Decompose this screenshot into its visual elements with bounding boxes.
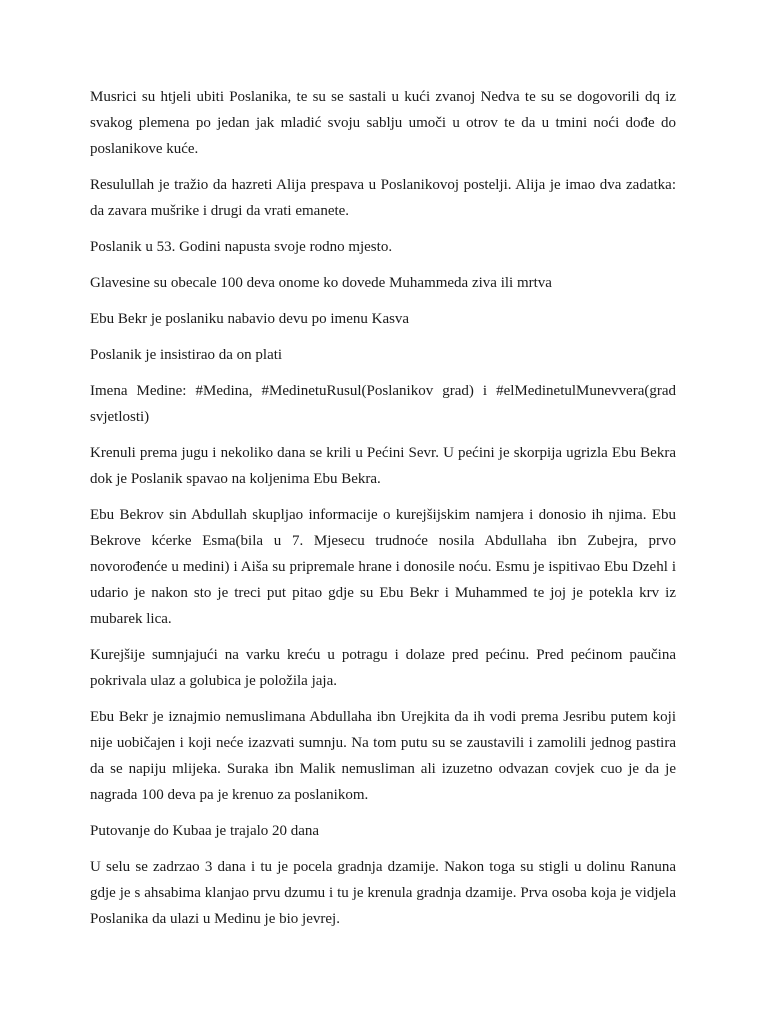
paragraph: Poslanik je insistirao da on plati	[90, 347, 283, 363]
paragraph: U selu se zadrzao 3 dana i tu je pocela gradnja dzamije. Nakon toga su stigli u dolinu Ranuna gdje je s ahsabima klanjao prvu dzumu i tu je krenula gradnja dzamije. Prva osoba koja je vidjela Poslanika da ulazi u Medinu je bio jevrej.	[90, 859, 676, 927]
paragraph: Musrici su htjeli ubiti Poslanika, te su se sastali u kući zvanoj Nedva te su se dogovorili dq iz svakog plemena po jedan jak mladić svoju sablju umoči u otrov te da u tmini noći dođe do poslanikove kuće.	[90, 89, 676, 157]
paragraph: Resulullah je tražio da hazreti Alija prespava u Poslanikovoj postelji. Alija je imao dva zadatka: da zavara mušrike i drugi da vrati emanete.	[90, 177, 676, 219]
paragraph: Krenuli prema jugu i nekoliko dana se krili u Pećini Sevr. U pećini je skorpija ugrizla Ebu Bekra dok je Poslanik spavao na koljenima Ebu Bekra.	[90, 445, 676, 487]
paragraph: Poslanik u 53. Godini napusta svoje rodno mjesto.	[90, 239, 393, 255]
paragraph: Glavesine su obecale 100 deva onome ko dovede Muhammeda ziva ili mrtva	[90, 275, 552, 291]
paragraph: Ebu Bekrov sin Abdullah skupljao informacije o kurejšijskim namjera i donosio ih njima. Ebu Bekrove kćerke Esma(bila u 7. Mjesecu trudnoće nosila Abdullaha ibn Zubejra, prvo novorođenće u medini) i Aiša su pripremale hrane i donosile noću. Esmu je ispitivao Ebu Dzehl i udario je nakon sto je treci put pitao gdje su Ebu Bekr i Muhammed te joj je potekla krv iz mubarek lica.	[90, 507, 676, 627]
paragraph: Ebu Bekr je poslaniku nabavio devu po imenu Kasva	[90, 311, 410, 327]
paragraph: Ebu Bekr je iznajmio nemuslimana Abdullaha ibn Urejkita da ih vodi prema Jesribu putem koji nije uobičajen i koji neće izazvati sumnju. Na tom putu su se zaustavili i zamolili jednog pastira da se napiju mlijeka. Suraka ibn Malik nemusliman ali izuzetno odvazan covjek cuo je da je nagrada 100 deva pa je krenuo za poslanikom.	[90, 709, 676, 803]
paragraph: Imena Medine: #Medina, #MedinetuRusul(Poslanikov grad) i #elMedinetulMunevvera(grad svjetlosti)	[90, 383, 676, 425]
paragraph: Kurejšije sumnjajući na varku kreću u potragu i dolaze pred pećinu. Pred pećinom paučina pokrivala ulaz a golubica je položila jaja.	[90, 647, 676, 689]
paragraph: Putovanje do Kubaa je trajalo 20 dana	[90, 823, 320, 839]
